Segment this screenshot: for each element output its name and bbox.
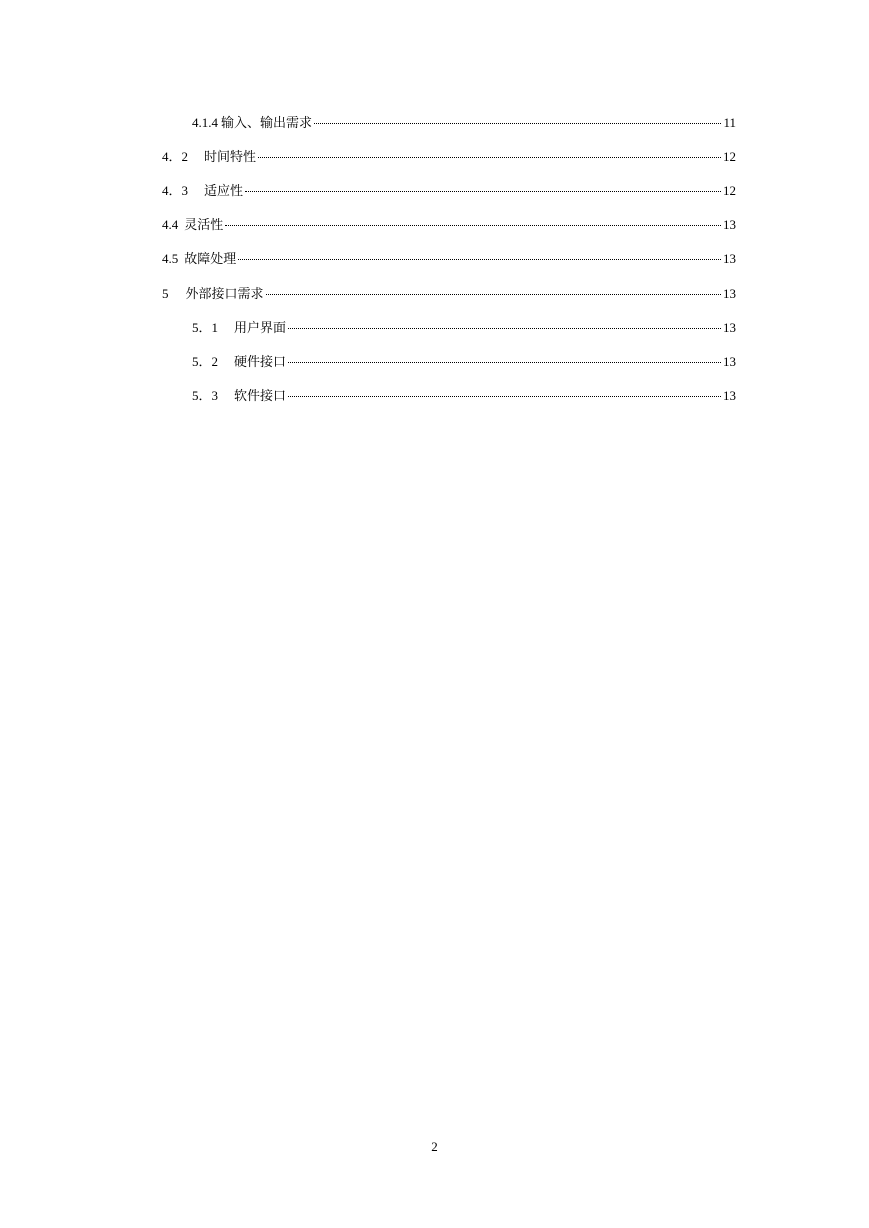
dot-leader [288,361,721,363]
toc-entry-title: 输入、输出需求 [221,115,313,130]
toc-entry[interactable] [192,387,736,405]
toc-entry-number: 4．2 [162,149,189,164]
toc-entry-title: 灵活性 [184,217,224,232]
toc-entry-page: 12 [723,149,736,164]
dot-leader [225,224,721,226]
toc-entry-number: 4．3 [162,183,189,198]
toc-entry-page: 13 [723,354,736,369]
page-number: 2 [431,1139,438,1154]
toc-entry-page: 13 [723,217,736,232]
toc-entry-title: 用户界面 [234,320,287,335]
toc-entry-number: 5 [162,286,169,301]
dot-leader [258,156,721,158]
toc-entry-title: 软件接口 [234,388,287,403]
toc-entry-title: 适应性 [204,183,244,198]
toc-entry-page: 12 [723,183,736,198]
toc-entry-page: 11 [723,115,736,130]
dot-leader [238,258,721,260]
toc-entry[interactable] [162,285,736,303]
toc-entry-title: 外部接口需求 [185,286,264,301]
toc-entry-number: 5．3 [192,388,219,403]
toc-entry-number: 5．1 [192,320,219,335]
dot-leader [266,293,721,295]
toc-entry-page: 13 [723,286,736,301]
dot-leader [314,122,721,124]
toc-entry-page: 13 [723,320,736,335]
toc-entry-number: 4.1.4 [192,115,218,130]
toc-entry[interactable] [192,353,736,371]
toc-entry[interactable] [162,182,736,200]
toc-entry[interactable] [192,114,736,132]
toc-entry-title: 时间特性 [204,149,257,164]
toc-entry-page: 13 [723,251,736,266]
toc-entry[interactable] [192,319,736,337]
toc-entry-page: 13 [723,388,736,403]
toc-entry-number: 4.5 [162,251,179,266]
dot-leader [288,327,721,329]
toc-entry-title: 硬件接口 [234,354,287,369]
toc-entry-number: 4.4 [162,217,179,232]
toc-entry-number: 5．2 [192,354,219,369]
toc-entry[interactable] [162,148,736,166]
toc-entry[interactable] [162,216,736,234]
toc-entry[interactable] [162,250,736,268]
toc-entry-title: 故障处理 [184,251,237,266]
dot-leader [245,190,721,192]
dot-leader [288,395,721,397]
